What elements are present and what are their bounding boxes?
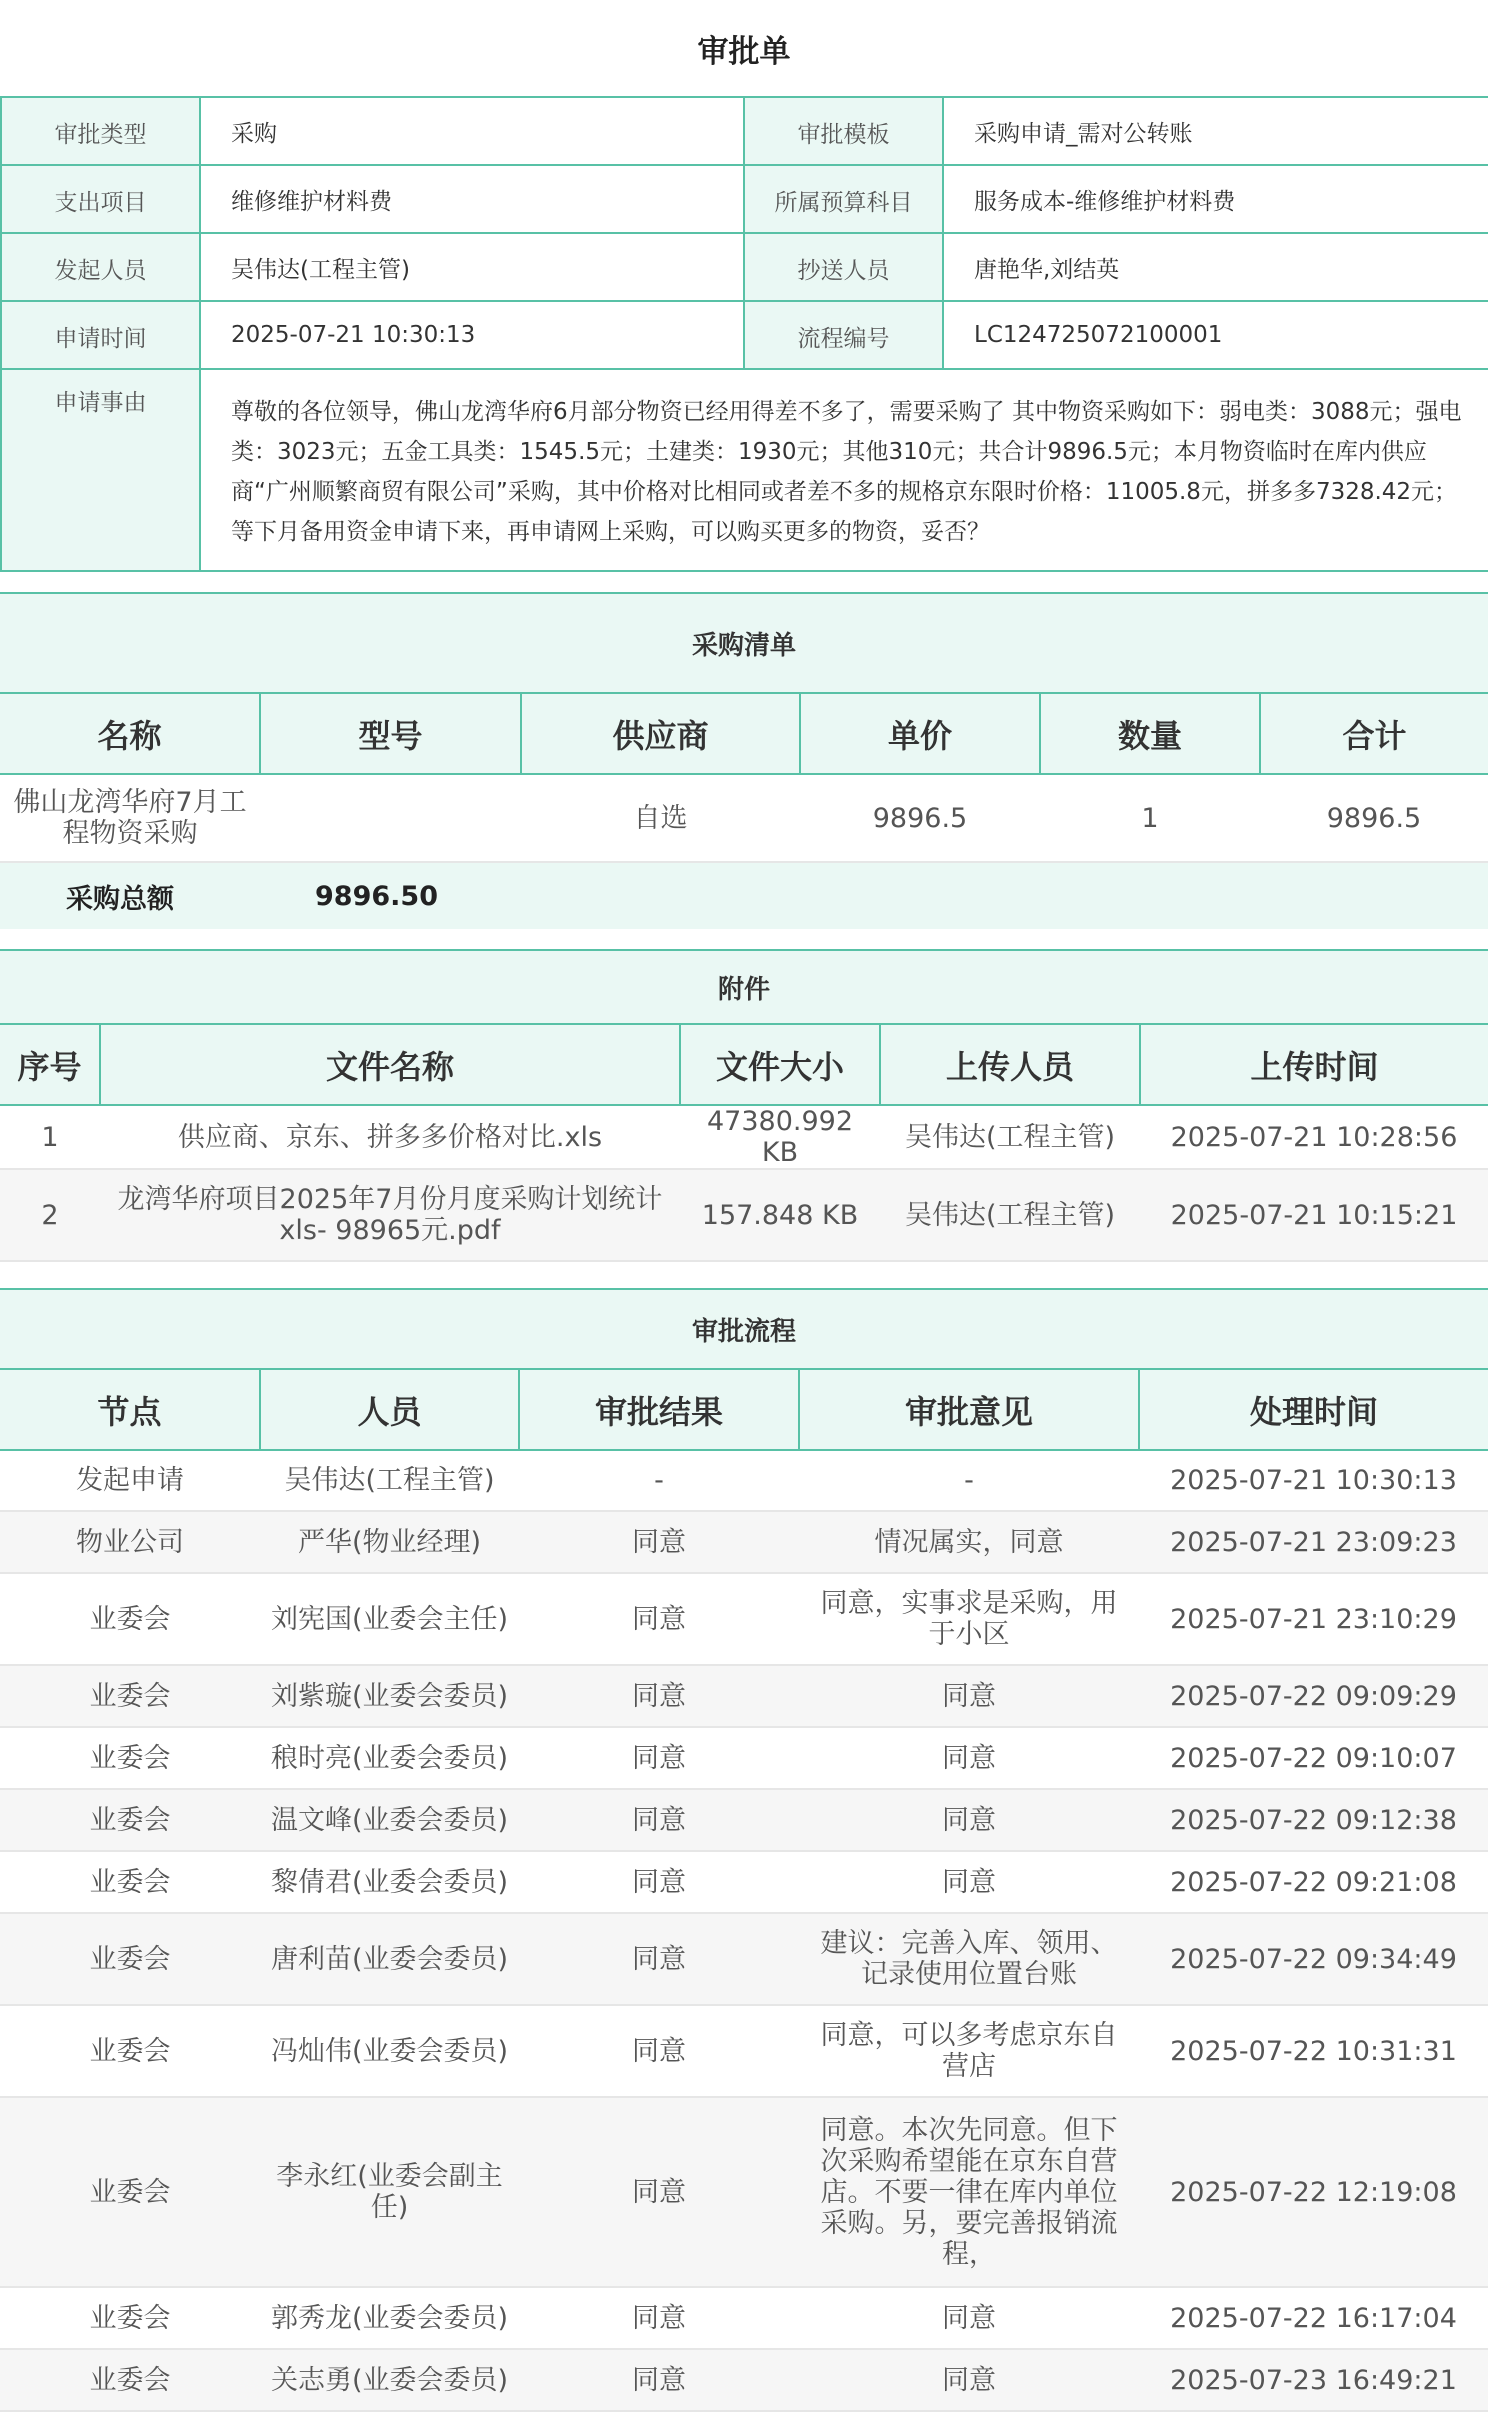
- table-row: [0, 1451, 1488, 1511]
- attachment-time: 2025-07-21 10:28:56: [1140, 1105, 1488, 1169]
- info-row: [1, 369, 1488, 571]
- flow-person: 李永红(业委会副主任): [260, 2097, 519, 2287]
- table-row: [0, 1851, 1488, 1913]
- flow-result: 同意: [519, 1573, 799, 1665]
- flow-person: 吴伟达(工程主管): [260, 1451, 519, 1511]
- column-header: 名称: [0, 694, 260, 774]
- flow-opinion: 同意: [799, 1727, 1139, 1789]
- column-header: 合计: [1260, 694, 1488, 774]
- flow-person: 郭秀龙(业委会委员): [260, 2287, 519, 2349]
- flow-opinion: -: [799, 1451, 1139, 1511]
- item-qty: 1: [1040, 774, 1260, 862]
- column-header: 单价: [800, 694, 1040, 774]
- cc-value: 唐艳华,刘结英: [943, 233, 1488, 301]
- flow-opinion: 同意，可以多考虑京东自营店: [799, 2005, 1139, 2097]
- flow-node: 物业公司: [0, 1511, 260, 1573]
- flow-result: 同意: [519, 1913, 799, 2005]
- flow-time: 2025-07-21 10:30:13: [1139, 1451, 1488, 1511]
- info-row: [1, 301, 1488, 369]
- flow-node: 发起申请: [0, 1451, 260, 1511]
- column-header: 上传人员: [880, 1025, 1140, 1105]
- flow-time: 2025-07-21 23:09:23: [1139, 1511, 1488, 1573]
- flow-heading: 审批流程: [0, 1288, 1488, 1370]
- cc-label: 抄送人员: [744, 233, 943, 301]
- table-row: [0, 2287, 1488, 2349]
- flow-opinion: 同意: [799, 1851, 1139, 1913]
- flow-opinion: 同意: [799, 2287, 1139, 2349]
- table-row: [0, 1511, 1488, 1573]
- flow-person: 温文峰(业委会委员): [260, 1789, 519, 1851]
- table-row: [0, 1727, 1488, 1789]
- flow-rows: [0, 1451, 1488, 2412]
- table-header-row: [0, 1370, 1488, 1450]
- flow-result: -: [519, 1451, 799, 1511]
- initiator-value: 吴伟达(工程主管): [200, 233, 744, 301]
- budget-label: 所属预算科目: [744, 165, 943, 233]
- column-header: 节点: [0, 1370, 260, 1450]
- table-row: [0, 1573, 1488, 1665]
- attachment-file-link[interactable]: 龙湾华府项目2025年7月份月度采购计划统计xls- 98965元.pdf: [100, 1169, 680, 1261]
- table-row: [0, 2097, 1488, 2287]
- table-row: [0, 2349, 1488, 2411]
- info-row: [1, 97, 1488, 165]
- type-value: 采购: [200, 97, 744, 165]
- flow-opinion: 同意: [799, 2349, 1139, 2411]
- apply-time-label: 申请时间: [1, 301, 200, 369]
- purchase-heading: 采购清单: [0, 592, 1488, 694]
- column-header: 序号: [0, 1025, 100, 1105]
- attachment-uploader: 吴伟达(工程主管): [880, 1169, 1140, 1261]
- template-value: 采购申请_需对公转账: [943, 97, 1488, 165]
- flow-node: 业委会: [0, 1665, 260, 1727]
- flow-time: 2025-07-22 09:10:07: [1139, 1727, 1488, 1789]
- flow-time: 2025-07-22 09:34:49: [1139, 1913, 1488, 2005]
- flow-result: 同意: [519, 2287, 799, 2349]
- attachment-no: 2: [0, 1169, 100, 1261]
- flow-node: 业委会: [0, 2349, 260, 2411]
- flow-person: 稂时亮(业委会委员): [260, 1727, 519, 1789]
- flow-opinion: 同意: [799, 1665, 1139, 1727]
- budget-value: 服务成本-维修维护材料费: [943, 165, 1488, 233]
- flow-person: 关志勇(业委会委员): [260, 2349, 519, 2411]
- initiator-label: 发起人员: [1, 233, 200, 301]
- flow-result: 同意: [519, 1789, 799, 1851]
- flow-person: 严华(物业经理): [260, 1511, 519, 1573]
- flow-node: 业委会: [0, 1727, 260, 1789]
- flow-node: 业委会: [0, 1789, 260, 1851]
- flow-result: 同意: [519, 2005, 799, 2097]
- flow-time: 2025-07-22 12:19:08: [1139, 2097, 1488, 2287]
- table-row: [0, 774, 1488, 862]
- flow-opinion: 同意: [799, 1789, 1139, 1851]
- info-row: [1, 233, 1488, 301]
- total-label: 采购总额: [66, 883, 174, 915]
- total-value: 9896.50: [315, 880, 438, 912]
- attachment-uploader: 吴伟达(工程主管): [880, 1105, 1140, 1169]
- table-header-row: [0, 694, 1488, 774]
- table-row: [0, 1665, 1488, 1727]
- flow-result: 同意: [519, 2097, 799, 2287]
- item-model: [260, 774, 521, 862]
- info-row: [1, 165, 1488, 233]
- flow-result: 同意: [519, 1665, 799, 1727]
- flow-time: 2025-07-22 10:31:31: [1139, 2005, 1488, 2097]
- page-title: 审批单: [697, 33, 791, 70]
- column-header: 处理时间: [1139, 1370, 1488, 1450]
- flow-person: 刘宪国(业委会主任): [260, 1573, 519, 1665]
- attachment-size: 157.848 KB: [680, 1169, 880, 1261]
- table-row: [0, 2005, 1488, 2097]
- item-total: 9896.5: [1260, 774, 1488, 862]
- template-label: 审批模板: [744, 97, 943, 165]
- flow-person: 刘紫璇(业委会委员): [260, 1665, 519, 1727]
- flow-opinion: 同意。本次先同意。但下次采购希望能在京东自营店。不要一律在库内单位采购。另，要完善报销流程，: [799, 2097, 1139, 2287]
- type-label: 审批类型: [1, 97, 200, 165]
- flow-person: 唐利苗(业委会委员): [260, 1913, 519, 2005]
- flow-node: 业委会: [0, 1913, 260, 2005]
- item-name: 佛山龙湾华府7月工程物资采购: [0, 774, 260, 862]
- table-row: [0, 1789, 1488, 1851]
- attachment-no: 1: [0, 1105, 100, 1169]
- table-row: [0, 1105, 1488, 1169]
- column-header: 上传时间: [1140, 1025, 1488, 1105]
- flow-person: 黎倩君(业委会委员): [260, 1851, 519, 1913]
- table-header-row: [0, 1025, 1488, 1105]
- column-header: 型号: [260, 694, 521, 774]
- flow-result: 同意: [519, 1727, 799, 1789]
- attachments-heading: 附件: [0, 949, 1488, 1025]
- flow-result: 同意: [519, 1851, 799, 1913]
- flow-opinion: 建议：完善入库、领用、记录使用位置台账: [799, 1913, 1139, 2005]
- flow-node: 业委会: [0, 1851, 260, 1913]
- column-header: 文件大小: [680, 1025, 880, 1105]
- flow-time: 2025-07-22 16:17:04: [1139, 2287, 1488, 2349]
- reason-value: 尊敬的各位领导，佛山龙湾华府6月部分物资已经用得差不多了，需要采购了 其中物资采购如下：弱电类：3088元；强电类：3023元；五金工具类：1545.5元；土建类：1930元；其他310元；共合计9896.5元；本月物资临时在库内供应商“广州顺繁商贸有限公司”采购，其中价格对比相同或者差不多的规格京东限时价格：11005.8元，拼多多7328.42元； 等下月备用资金申请下来，再申请网上采购，可以购买更多的物资，妥否？: [200, 369, 1488, 571]
- flow-time: 2025-07-21 23:10:29: [1139, 1573, 1488, 1665]
- expense-label: 支出项目: [1, 165, 200, 233]
- flow-time: 2025-07-22 09:09:29: [1139, 1665, 1488, 1727]
- column-header: 审批意见: [799, 1370, 1139, 1450]
- flow-opinion: 同意，实事求是采购，用于小区: [799, 1573, 1139, 1665]
- column-header: 人员: [260, 1370, 519, 1450]
- flow-node: 业委会: [0, 2005, 260, 2097]
- table-row: [0, 1169, 1488, 1261]
- flow-opinion: 情况属实，同意: [799, 1511, 1139, 1573]
- flow-time: 2025-07-22 09:21:08: [1139, 1851, 1488, 1913]
- item-supplier: 自选: [521, 774, 800, 862]
- attachments-table: [0, 1025, 1488, 1262]
- purchase-table: [0, 694, 1488, 863]
- flow-no-label: 流程编号: [744, 301, 943, 369]
- flow-person: 冯灿伟(业委会委员): [260, 2005, 519, 2097]
- flow-node: 业委会: [0, 2287, 260, 2349]
- column-header: 供应商: [521, 694, 800, 774]
- flow-table: [0, 1370, 1488, 1451]
- attachment-time: 2025-07-21 10:15:21: [1140, 1169, 1488, 1261]
- attachment-file-link[interactable]: 供应商、京东、拼多多价格对比.xls: [100, 1105, 680, 1169]
- flow-result: 同意: [519, 1511, 799, 1573]
- reason-label: 申请事由: [1, 369, 200, 571]
- approval-info-table: [0, 96, 1488, 572]
- flow-time: 2025-07-23 16:49:21: [1139, 2349, 1488, 2411]
- column-header: 审批结果: [519, 1370, 799, 1450]
- item-price: 9896.5: [800, 774, 1040, 862]
- apply-time-value: 2025-07-21 10:30:13: [200, 301, 744, 369]
- column-header: 文件名称: [100, 1025, 680, 1105]
- table-row: [0, 1913, 1488, 2005]
- expense-value: 维修维护材料费: [200, 165, 744, 233]
- attachment-size: 47380.992 KB: [680, 1105, 880, 1169]
- flow-node: 业委会: [0, 1573, 260, 1665]
- purchase-total-row: [0, 863, 1488, 929]
- flow-node: 业委会: [0, 2097, 260, 2287]
- flow-time: 2025-07-22 09:12:38: [1139, 1789, 1488, 1851]
- flow-result: 同意: [519, 2349, 799, 2411]
- column-header: 数量: [1040, 694, 1260, 774]
- flow-no-value: LC124725072100001: [943, 301, 1488, 369]
